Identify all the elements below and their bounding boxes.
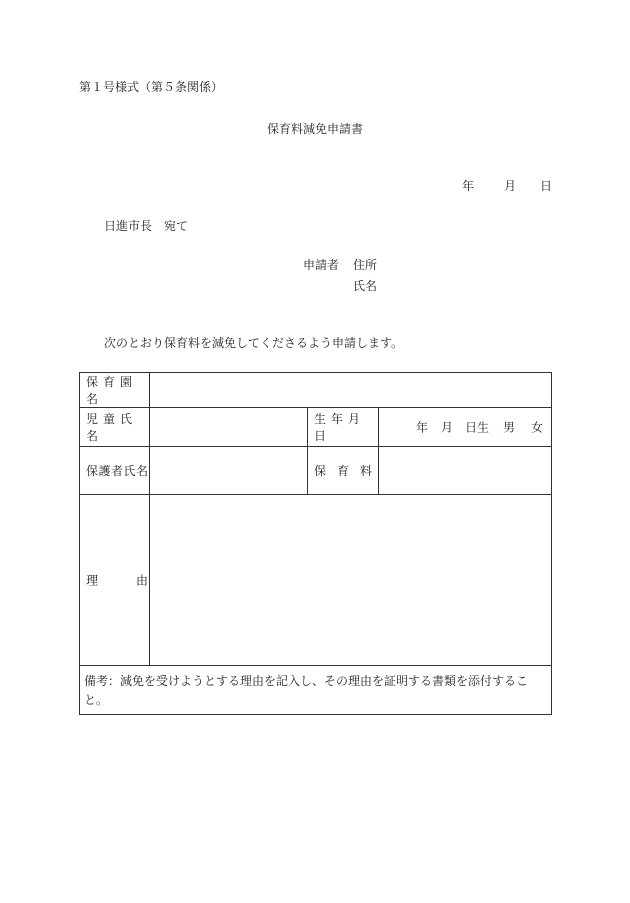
addressee: 日進市長 宛て	[104, 219, 189, 233]
application-form-table	[79, 372, 552, 715]
application-statement: 次のとおり保育料を減免してくださるよう申請します。	[104, 336, 404, 350]
reason-field[interactable]	[150, 495, 552, 666]
applicant-label: 申請者	[303, 258, 340, 272]
birthdate-month-label: 月	[441, 420, 454, 435]
child-name-label: 児童氏名	[80, 408, 150, 447]
birthdate-day-birth-label: 日生	[465, 420, 490, 435]
applicant-address-label: 住所	[353, 258, 378, 272]
reason-label	[80, 495, 150, 666]
reason-row	[80, 495, 552, 666]
nursery-name-label: 保育園名	[80, 373, 150, 408]
nursery-name-field[interactable]	[150, 373, 552, 408]
guardian-name-field[interactable]	[150, 447, 308, 495]
guardian-row	[80, 447, 552, 495]
date-day-label: 日	[540, 179, 553, 193]
note-text: 備考：減免を受けようとする理由を記入し、その理由を証明する書類を添付すること。	[80, 666, 552, 715]
date-month-label: 月	[504, 179, 517, 193]
child-name-field[interactable]	[150, 408, 308, 447]
note-row	[80, 666, 552, 715]
applicant-name-label: 氏名	[353, 279, 378, 293]
form-number-label: 第１号様式（第５条関係）	[79, 80, 224, 94]
nursery-fee-field[interactable]	[379, 447, 552, 495]
document-title: 保育料減免申請書	[266, 122, 363, 136]
fee-label-char-2: 育	[337, 464, 350, 478]
fee-label-char-1: 保	[314, 464, 327, 478]
nursery-row	[80, 373, 552, 408]
fee-label-char-3: 料	[360, 464, 373, 478]
nursery-fee-label	[308, 447, 379, 495]
sex-female-option[interactable]: 女	[531, 420, 544, 435]
date-year-label: 年	[462, 179, 475, 193]
child-row	[80, 408, 552, 447]
reason-label-char-1: 理	[86, 573, 99, 588]
birthdate-year-label: 年	[416, 420, 429, 435]
birthdate-field[interactable]	[379, 408, 552, 447]
reason-label-char-2: 由	[136, 573, 149, 588]
birthdate-label: 生年月日	[308, 408, 379, 447]
guardian-name-label: 保護者氏名	[80, 447, 150, 495]
sex-male-option[interactable]: 男	[503, 420, 516, 435]
